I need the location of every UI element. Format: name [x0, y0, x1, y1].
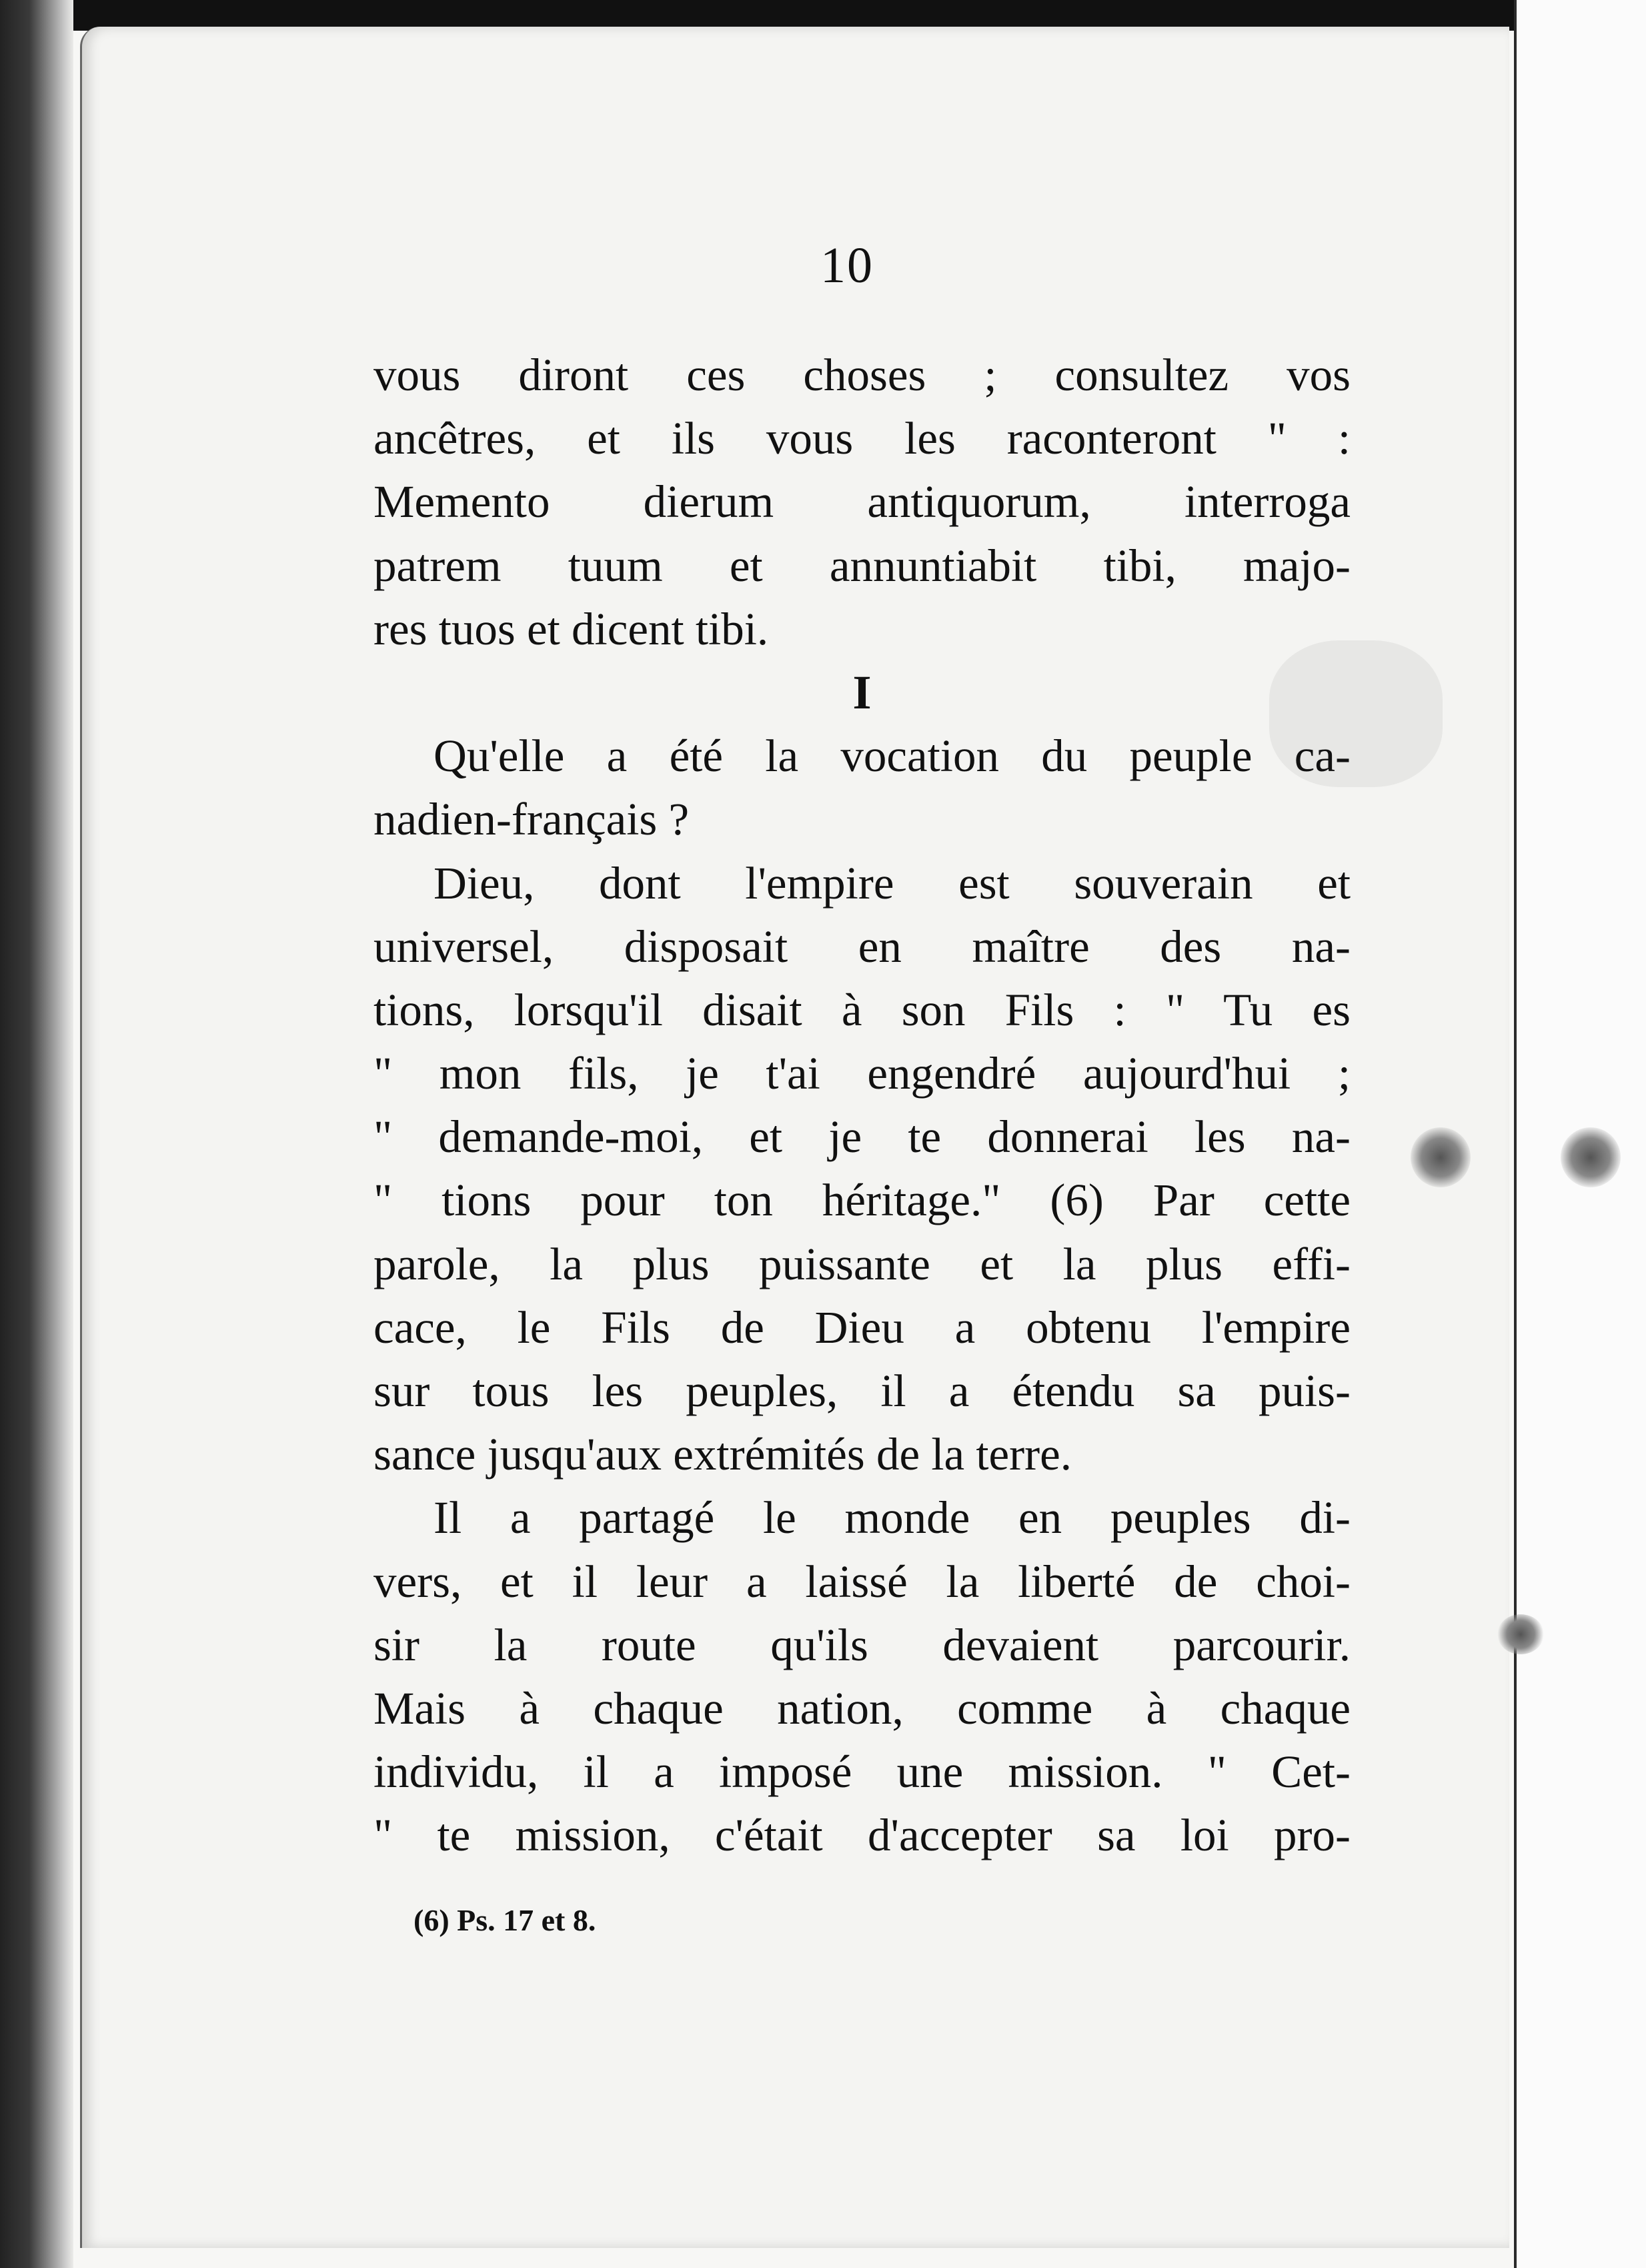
text-line: Il a partagé le monde en peuples di-: [434, 1492, 1351, 1544]
text-line: sir la route qu'ils devaient parcourir.: [373, 1619, 1351, 1670]
body-text: [373, 344, 1351, 1868]
text-line: " te mission, c'était d'accepter sa loi pro-: [373, 1810, 1351, 1861]
ink-blot: [1411, 1127, 1471, 1187]
text-line: patrem tuum et annuntiabit tibi, majo-: [373, 540, 1351, 591]
text-line: " tions pour ton héritage." (6) Par cette: [373, 1175, 1351, 1226]
page-number: 10: [820, 237, 874, 294]
scan-border-left: [0, 0, 73, 2268]
text-line: Memento dierum antiquorum, interroga: [373, 476, 1351, 528]
footnote: (6) Ps. 17 et 8.: [414, 1903, 596, 1937]
text-line: individu, il a imposé une mission. " Cet-: [373, 1746, 1351, 1798]
text-line: nadien-français ?: [373, 794, 690, 845]
text-line: " demande-moi, et je te donnerai les na-: [373, 1111, 1351, 1163]
text-line: Dieu, dont l'empire est souverain et: [434, 857, 1351, 909]
ink-blot: [1561, 1127, 1621, 1187]
text-line: cace, le Fils de Dieu a obtenu l'empire: [373, 1301, 1351, 1353]
text-line: " mon fils, je t'ai engendré aujourd'hui ;: [373, 1048, 1351, 1099]
text-line: universel, disposait en maître des na-: [373, 921, 1351, 972]
text-line: res tuos et dicent tibi.: [373, 603, 769, 654]
text-line: ancêtres, et ils vous les raconteront " :: [373, 413, 1351, 464]
ink-blot: [1497, 1614, 1544, 1654]
text-line: Qu'elle a été la vocation du peuple ca-: [434, 730, 1351, 782]
text-line: tions, lorsqu'il disait à son Fils : " Tu es: [373, 984, 1351, 1035]
text-line: Mais à chaque nation, comme à chaque: [373, 1682, 1351, 1734]
text-line: parole, la plus puissante et la plus effi-: [373, 1238, 1351, 1289]
text-line: vous diront ces choses ; consultez vos: [373, 350, 1351, 400]
text-line: vers, et il leur a laissé la liberté de choi-: [373, 1556, 1351, 1607]
text-line: sur tous les peuples, il a étendu sa puis-: [373, 1365, 1351, 1416]
text-line: sance jusqu'aux extrémités de la terre.: [373, 1429, 1072, 1480]
section-heading: I: [852, 665, 872, 719]
